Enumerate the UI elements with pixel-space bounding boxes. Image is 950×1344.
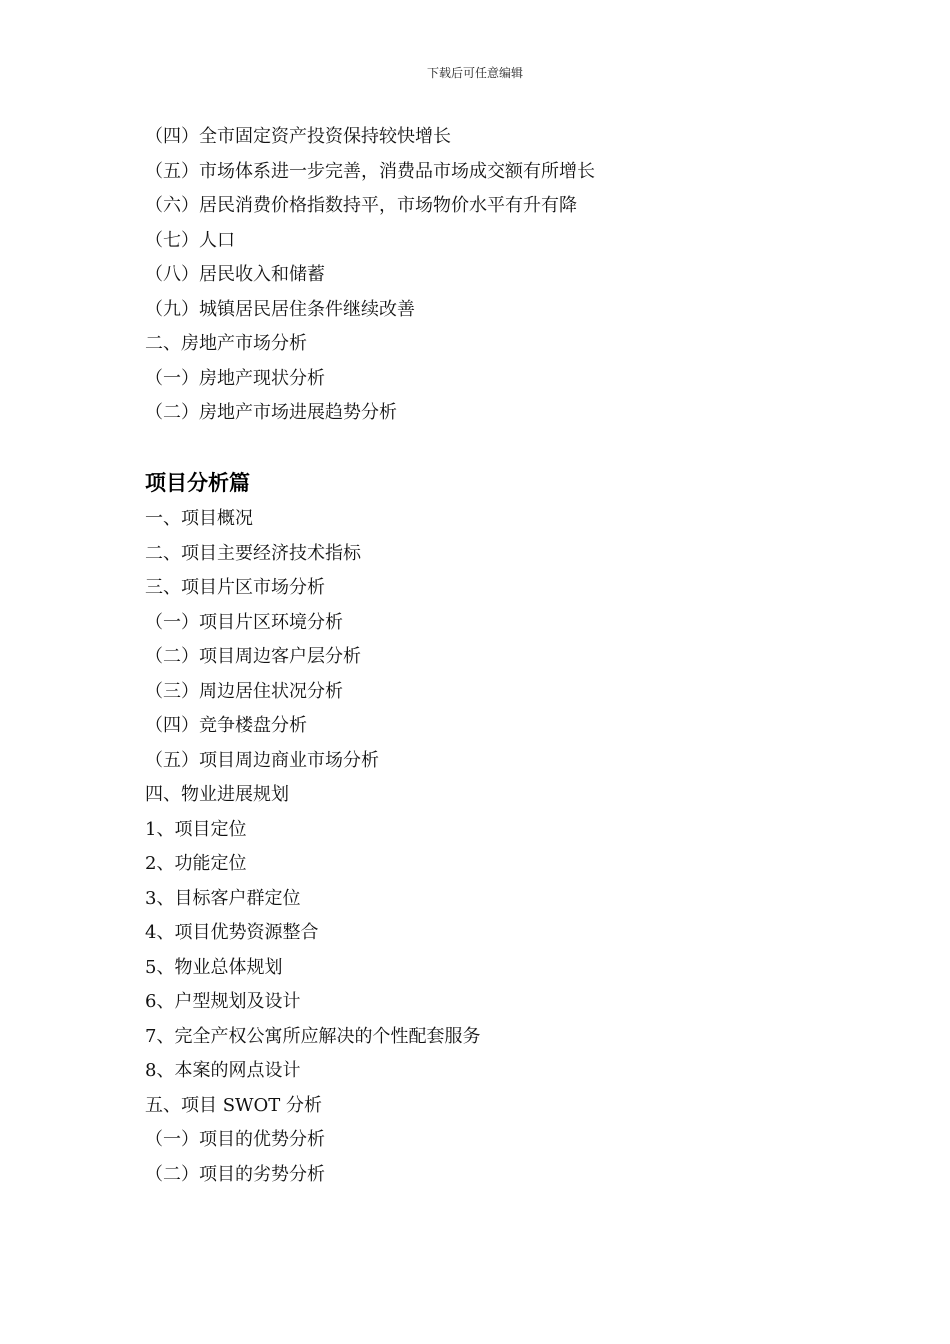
toc-line: 四、物业进展规划 — [145, 784, 289, 805]
toc-line: （六）居民消费价格指数持平，市场物价水平有升有降 — [145, 195, 577, 216]
toc-line: （四）竞争楼盘分析 — [145, 715, 307, 736]
toc-line: 一、项目概况 — [145, 508, 253, 529]
toc-line: （四）全市固定资产投资保持较快增长 — [145, 126, 451, 147]
toc-line: 二、项目主要经济技术指标 — [145, 542, 361, 564]
toc-line: 4、项目优势资源整合 — [145, 922, 319, 943]
toc-line: 6、户型规划及设计 — [145, 991, 301, 1012]
toc-line: 7、完全产权公寓所应解决的个性配套服务 — [145, 1025, 481, 1047]
toc-line: 二、房地产市场分析 — [145, 333, 307, 354]
toc-line: 2、功能定位 — [145, 853, 247, 874]
toc-line: 3、目标客户群定位 — [145, 887, 301, 909]
toc-line: （五）市场体系进一步完善，消费品市场成交额有所增长 — [145, 160, 595, 182]
toc-line: 三、项目片区市场分析 — [145, 577, 325, 598]
toc-line: （一）项目的优势分析 — [145, 1129, 325, 1150]
toc-line: （一）项目片区环境分析 — [145, 611, 343, 633]
toc-section-economy — [145, 120, 865, 431]
toc-line: 5、物业总体规划 — [145, 956, 283, 978]
toc-line: 8、本案的网点设计 — [145, 1060, 301, 1081]
toc-line: （一）房地产现状分析 — [145, 367, 325, 389]
toc-line: （五）项目周边商业市场分析 — [145, 749, 379, 771]
toc-line: （二）项目周边客户层分析 — [145, 646, 361, 667]
toc-line: （二）项目的劣势分析 — [145, 1163, 325, 1185]
toc-line: （三）周边居住状况分析 — [145, 680, 343, 702]
page-header: 下载后可任意编辑 — [426, 66, 523, 80]
toc-line: 五、项目 SWOT 分析 — [145, 1094, 323, 1116]
toc-line: 1、项目定位 — [145, 818, 247, 840]
section-heading: 项目分析篇 — [145, 471, 250, 495]
toc-line: （九）城镇居民居住条件继续改善 — [145, 298, 415, 320]
toc-section-project — [145, 502, 865, 1192]
toc-line: （八）居民收入和储蓄 — [145, 264, 325, 285]
toc-line: （七）人口 — [145, 229, 235, 251]
toc-line: （二）房地产市场进展趋势分析 — [145, 402, 397, 423]
